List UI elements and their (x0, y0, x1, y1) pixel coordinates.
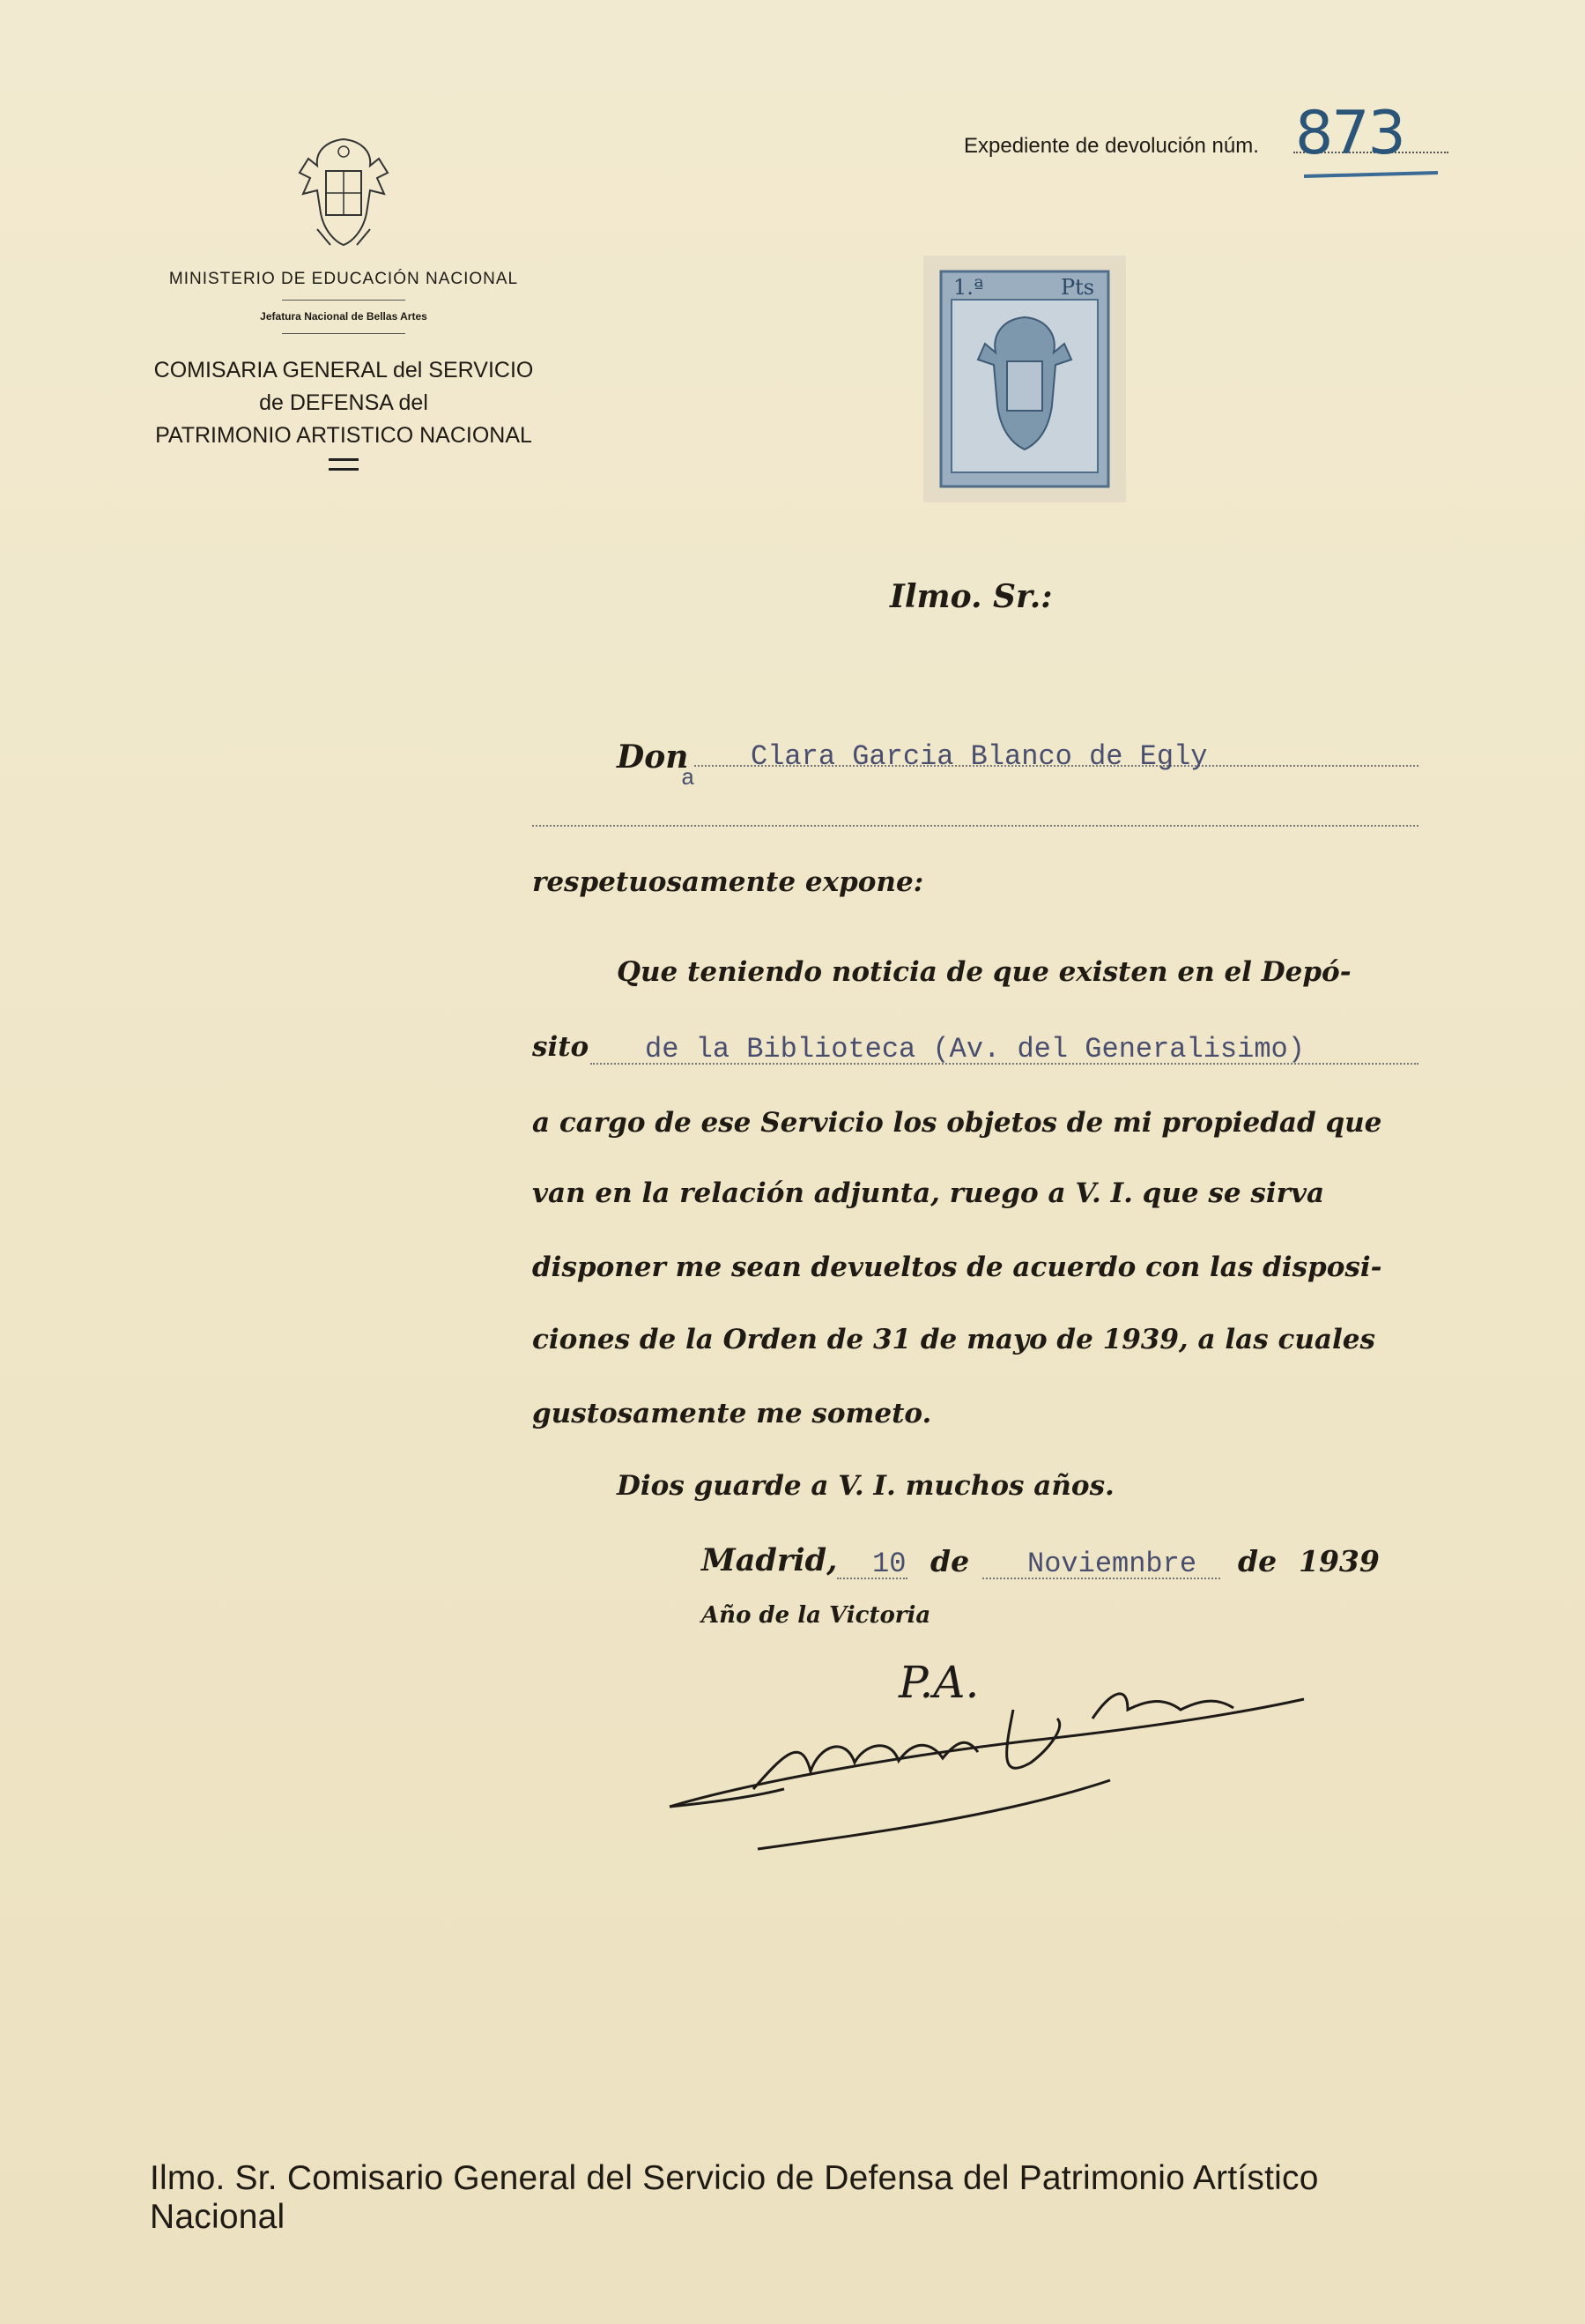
signature-initials: P.A. (899, 1657, 980, 1708)
commission-name (115, 354, 573, 452)
date-de: de (1238, 1544, 1278, 1578)
department-name: Jefatura Nacional de Bellas Artes (260, 310, 427, 323)
body-line: gustosamente me someto. (532, 1398, 932, 1429)
divider (282, 300, 405, 301)
commission-line: COMISARIA GENERAL del SERVICIO (153, 358, 534, 382)
coat-of-arms-icon (291, 132, 396, 256)
commission-line: PATRIMONIO ARTISTICO NACIONAL (155, 423, 532, 448)
recipient-footer: Ilmo. Sr. Comisario General del Servicio de Defensa del Patrimonio Artístico Nacional (150, 2159, 1319, 2236)
body-line: Que teniendo noticia de que existen en el Depó- (617, 956, 1352, 988)
expediente-underline (1304, 171, 1438, 178)
expediente-label: Expediente de devolución núm. (964, 134, 1259, 158)
petitioner-name: Clara Garcia Blanco de Egly (751, 740, 1208, 773)
divider (282, 333, 405, 334)
date-city: Madrid, (701, 1542, 838, 1578)
body-line: van en la relación adjunta, ruego a V. I. que se sirva (532, 1177, 1325, 1209)
expediente-number: 873 (1295, 99, 1404, 168)
name-field-line-2 (532, 825, 1418, 827)
signature (652, 1648, 1339, 1868)
body-line: a cargo de ese Servicio los objetos de mi propiedad que (532, 1107, 1382, 1139)
double-rule (329, 458, 359, 471)
commission-line: de DEFENSA del (259, 390, 428, 415)
closing-line: Dios guarde a V. I. muchos años. (617, 1470, 1115, 1502)
date-day: 10 (872, 1548, 907, 1580)
intro-text: respetuosamente expone: (532, 866, 924, 898)
date-de: de (930, 1544, 970, 1578)
don-suffix: a (681, 765, 695, 791)
don-label: Don (617, 739, 689, 776)
body-line: sito (532, 1031, 589, 1063)
body-line: ciones de la Orden de 31 de mayo de 1939, a las cuales (532, 1324, 1375, 1355)
salutation: Ilmo. Sr.: (890, 578, 1053, 615)
body-line: disponer me sean devueltos de acuerdo con las disposi- (532, 1251, 1382, 1283)
ministry-name: MINISTERIO DE EDUCACIÓN NACIONAL (168, 270, 519, 288)
stamp-currency: Pts (1061, 275, 1095, 300)
date-era: Año de la Victoria (701, 1602, 931, 1629)
stamp-value: 1.ª (953, 275, 984, 300)
date-year: 1939 (1299, 1544, 1380, 1578)
revenue-stamp (923, 256, 1126, 502)
deposit-location: de la Biblioteca (Av. del Generalisimo) (645, 1033, 1305, 1065)
date-month: Noviemnbre (1027, 1548, 1197, 1580)
